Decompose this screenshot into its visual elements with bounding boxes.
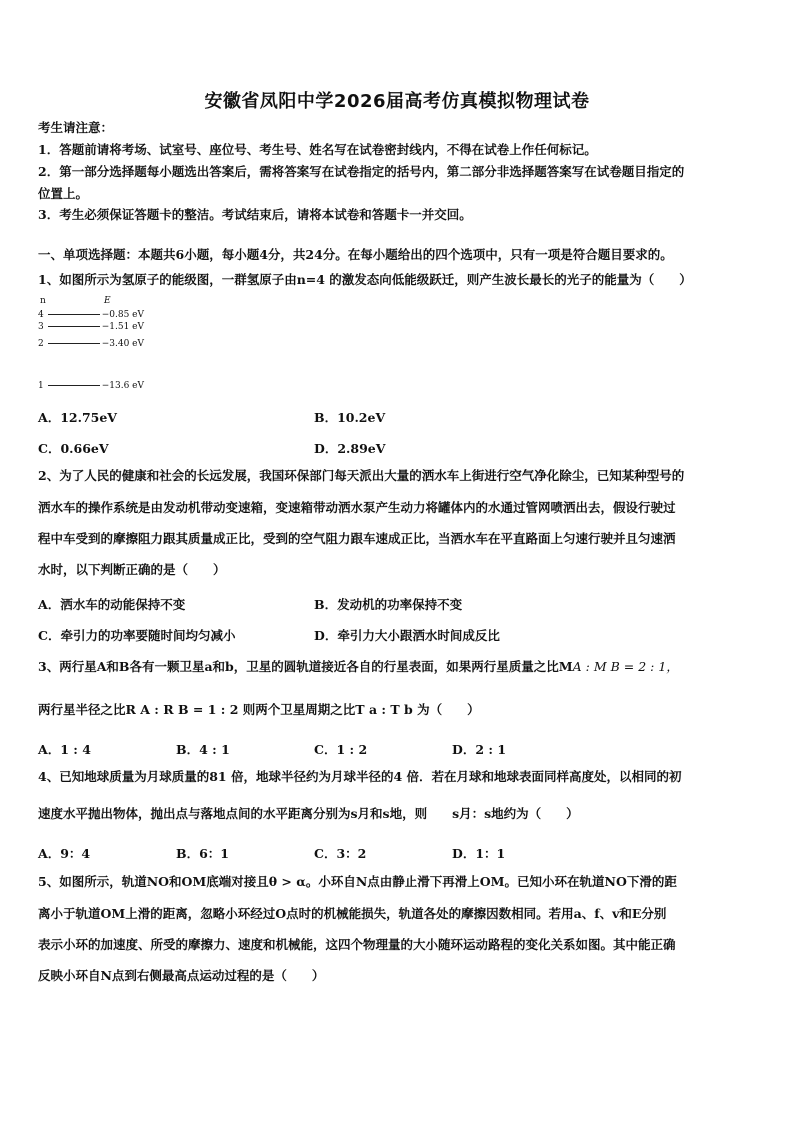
question-2-line-2: 洒水车的操作系统是由发动机带动变速箱，变速箱带动洒水泵产生动力将罐体内的水通过管网喷洒出去，假设行驶过	[38, 500, 676, 515]
diagram-e-label: E	[104, 296, 111, 306]
q1-option-a[interactable]: A．12.75eV	[38, 410, 117, 425]
section-heading: 一、单项选择题：本题共6小题，每小题4分，共24分。在每小题给出的四个选项中，只有一项是符合题目要求的。	[38, 247, 673, 262]
question-2-line-4: 水时，以下判断正确的是（ ）	[38, 562, 226, 577]
question-5-line-3: 表示小环的加速度、所受的摩擦力、速度和机械能，这四个物理量的大小随环运动路程的变化关系如图。其中能正确	[38, 937, 676, 952]
energy-level-diagram	[38, 294, 178, 394]
q3-option-d[interactable]: D．2 : 1	[452, 742, 507, 757]
notice-item-3: 3．考生必须保证答题卡的整洁。考试结束后，请将本试卷和答题卡一并交回。	[38, 207, 472, 222]
energy-level-4: 4 −0.85 eV	[38, 310, 145, 320]
question-1-text: 1、如图所示为氢原子的能级图，一群氢原子由n=4 的激发态向低能级跃迁，则产生波长最长的光子的能量为（ ）	[38, 272, 692, 287]
q2-option-a[interactable]: A．洒水车的动能保持不变	[38, 597, 186, 612]
q1-option-b[interactable]: B．10.2eV	[314, 410, 386, 425]
q4-option-b[interactable]: B．6：1	[176, 846, 229, 861]
question-4-line-2: 速度水平抛出物体，抛出点与落地点间的水平距离分别为s月和s地，则 s月：s地约为（ ）	[38, 806, 579, 821]
q1-option-c[interactable]: C．0.66eV	[38, 441, 109, 456]
notice-heading: 考生请注意：	[38, 120, 114, 135]
notice-item-2: 2．第一部分选择题每小题选出答案后，需将答案写在试卷指定的括号内，第二部分非选择题答案写在试卷题目指定的	[38, 164, 685, 179]
energy-level-1: 1 −13.6 eV	[38, 381, 145, 391]
question-4-line-1: 4、已知地球质量为月球质量的81 倍，地球半径约为月球半径的4 倍．若在月球和地球表面同样高度处，以相同的初	[38, 769, 682, 784]
question-2-line-1: 2、为了人民的健康和社会的长远发展，我国环保部门每天派出大量的洒水车上街进行空气净化除尘，已知某种型号的	[38, 468, 685, 483]
q3-option-a[interactable]: A．1 : 4	[38, 742, 91, 757]
question-5-line-2: 离小于轨道OM上滑的距离，忽略小环经过O点时的机械能损失，轨道各处的摩擦因数相同。若用a、f、v和E分别	[38, 906, 667, 921]
question-2-line-3: 程中车受到的摩擦阻力跟其质量成正比，受到的空气阻力跟车速成正比，当洒水车在平直路面上匀速行驶并且匀速洒	[38, 531, 676, 546]
notice-item-2-cont: 位置上。	[38, 186, 89, 201]
energy-level-2: 2 −3.40 eV	[38, 339, 145, 349]
q4-option-d[interactable]: D．1：1	[452, 846, 506, 861]
energy-level-3: 3 −1.51 eV	[38, 322, 145, 332]
page-title: 安徽省凤阳中学2026届高考仿真模拟物理试卷	[204, 91, 590, 112]
notice-item-1: 1．答题前请将考场、试室号、座位号、考生号、姓名写在试卷密封线内，不得在试卷上作任何标记。	[38, 142, 597, 157]
question-3-line-1: 3、两行星A和B各有一颗卫星a和b，卫星的圆轨道接近各自的行星表面，如果两行星质量之比MA : M B = 2 : 1，	[38, 659, 679, 674]
q2-option-c[interactable]: C．牵引力的功率要随时间均匀减小	[38, 628, 236, 643]
q2-option-b[interactable]: B．发动机的功率保持不变	[314, 597, 463, 612]
q2-option-d[interactable]: D．牵引力大小跟洒水时间成反比	[314, 628, 500, 643]
question-5-line-4: 反映小环自N点到右侧最高点运动过程的是（ ）	[38, 968, 325, 983]
q4-option-c[interactable]: C．3：2	[314, 846, 367, 861]
diagram-n-label: n	[40, 296, 46, 306]
q4-option-a[interactable]: A．9：4	[38, 846, 91, 861]
q3-option-b[interactable]: B．4 : 1	[176, 742, 230, 757]
q1-option-d[interactable]: D．2.89eV	[314, 441, 386, 456]
question-5-line-1: 5、如图所示，轨道NO和OM底端对接且θ > α。小环自N点由静止滑下再滑上OM。已知小环在轨道NO下滑的距	[38, 874, 677, 889]
q3-option-c[interactable]: C．1 : 2	[314, 742, 368, 757]
question-3-line-2: 两行星半径之比R A : R B = 1 : 2 则两个卫星周期之比T a : T b 为（ ）	[38, 702, 480, 717]
